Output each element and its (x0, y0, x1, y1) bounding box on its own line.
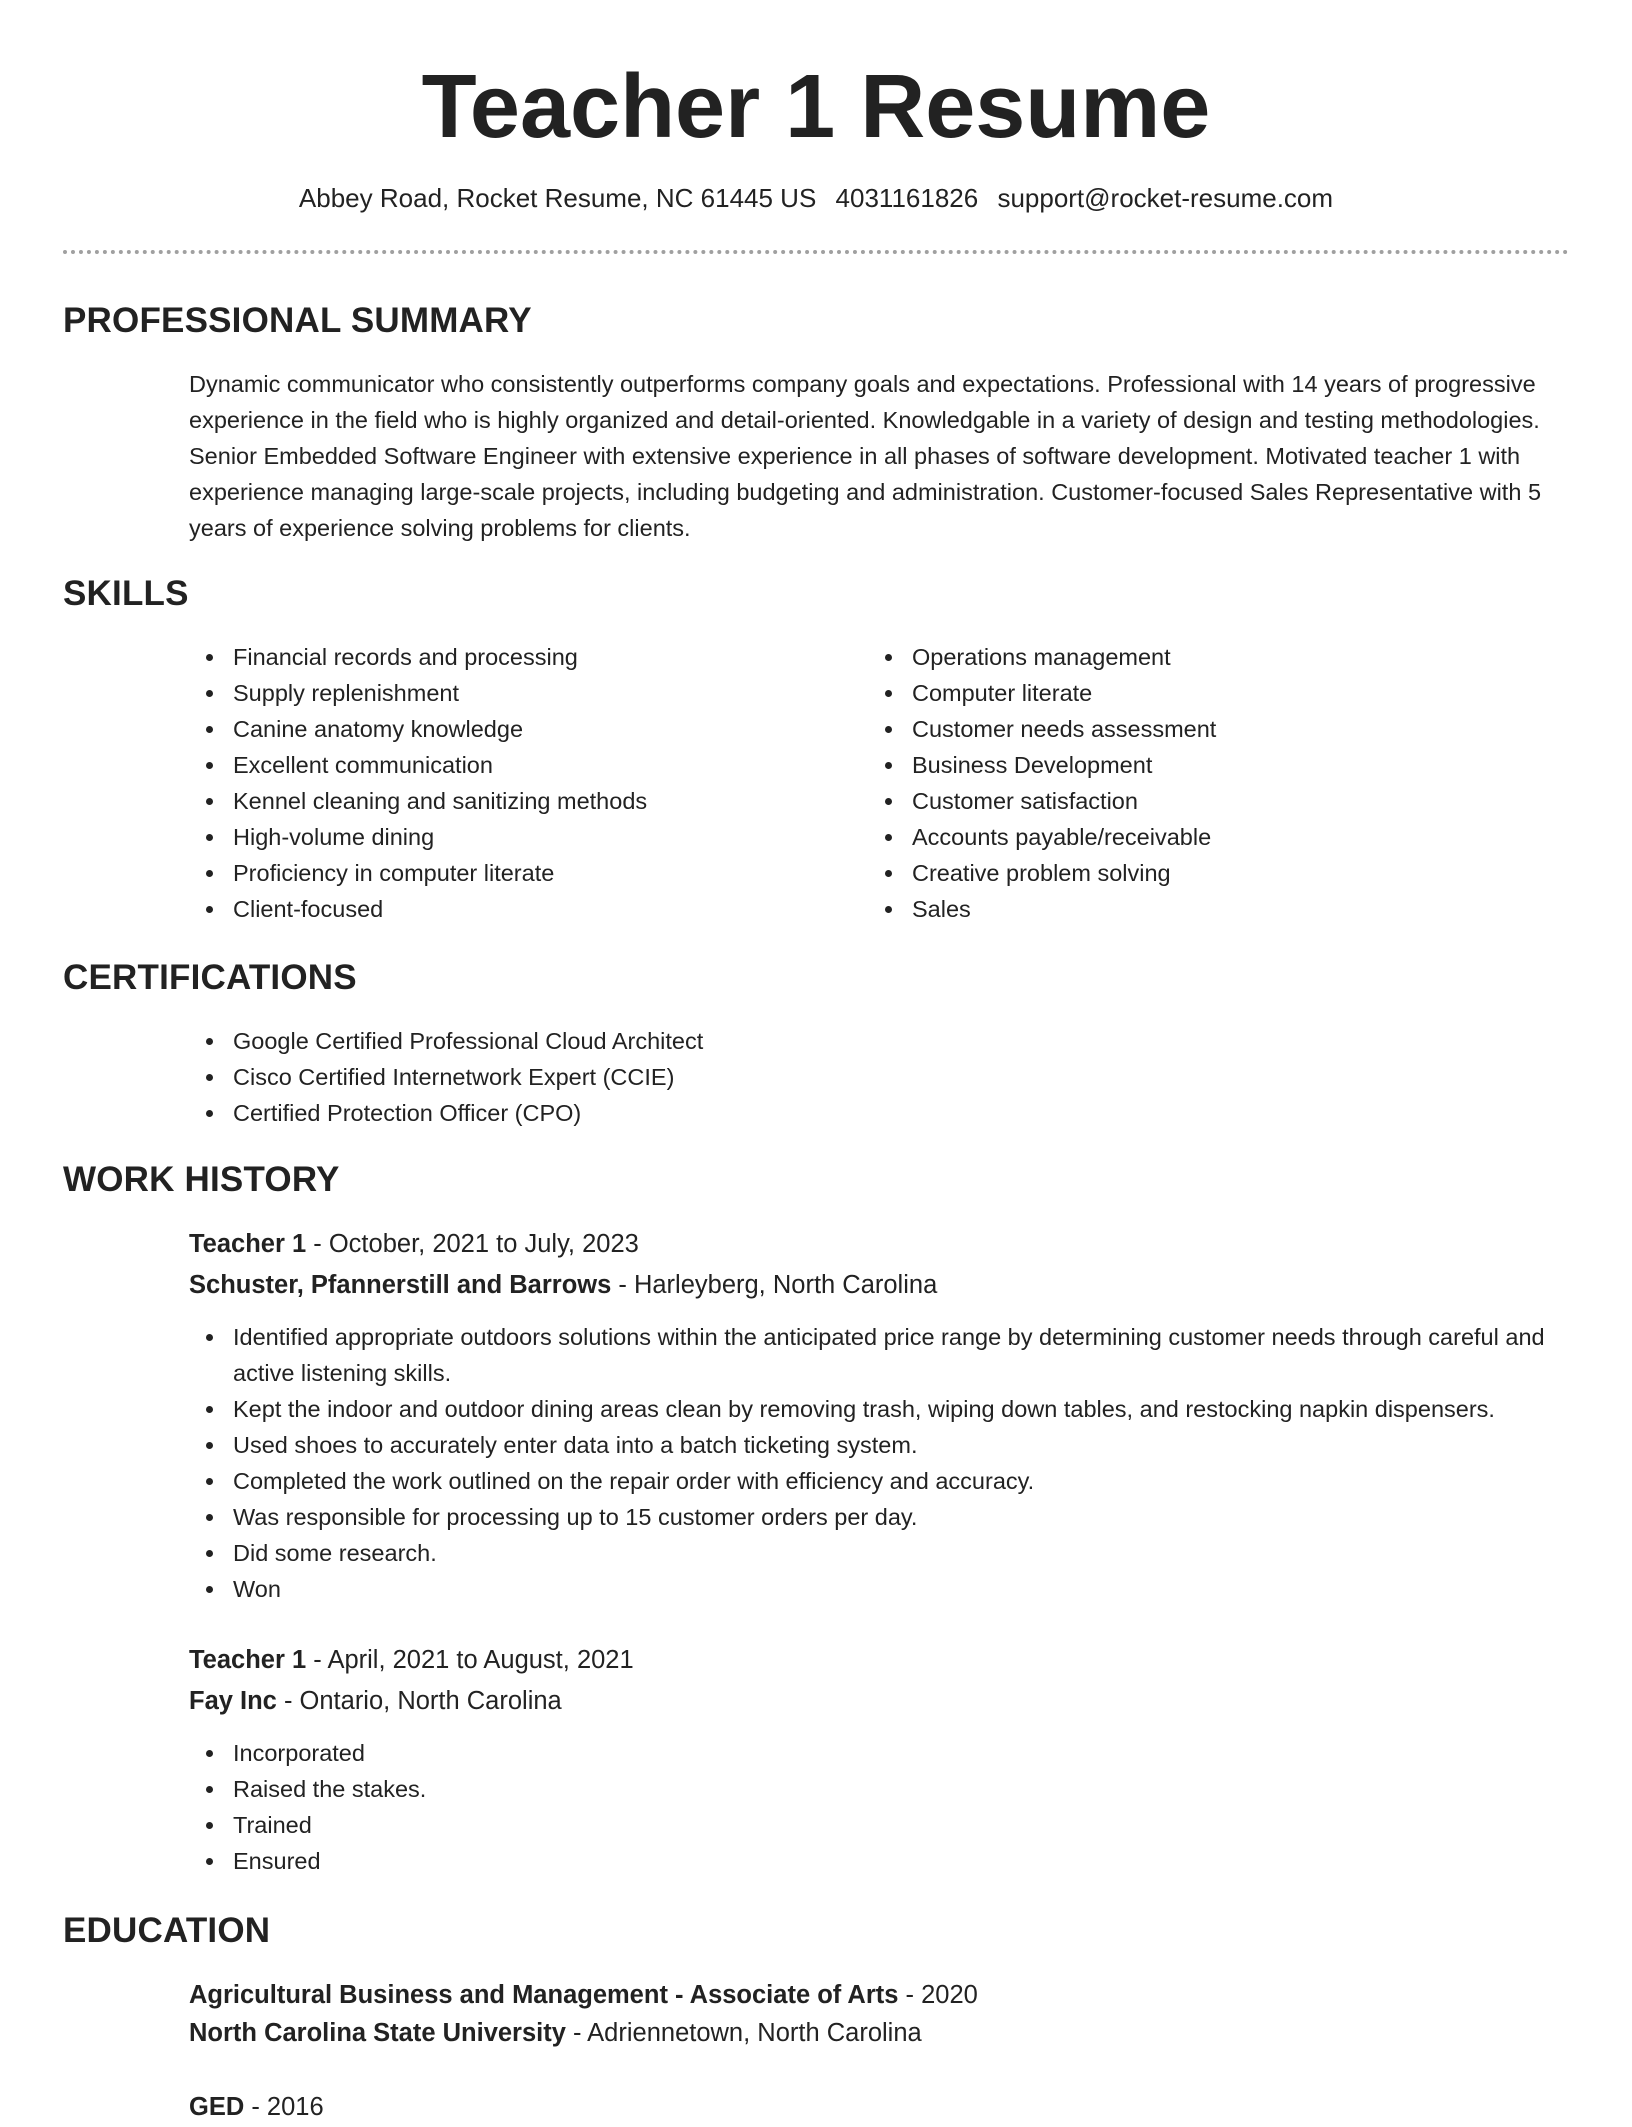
list-item: Certified Protection Officer (CPO) (189, 1095, 1559, 1131)
list-item: Operations management (868, 639, 1528, 675)
skills-heading: SKILLS (63, 574, 189, 613)
job-dates: - October, 2021 to July, 2023 (306, 1230, 639, 1258)
list-item: High-volume dining (189, 819, 809, 855)
list-item: Customer satisfaction (868, 783, 1528, 819)
list-item: Raised the stakes. (189, 1771, 1559, 1807)
job-location: - Harleyberg, North Carolina (611, 1271, 938, 1299)
list-item: Client-focused (189, 891, 809, 927)
education-school: North Carolina State University (189, 2019, 566, 2047)
list-item: Did some research. (189, 1535, 1579, 1571)
list-item: Trained (189, 1807, 1559, 1843)
phone: 4031161826 (835, 183, 979, 213)
list-item: Computer literate (868, 675, 1528, 711)
list-item: Proficiency in computer literate (189, 855, 809, 891)
education-year: - 2020 (898, 1981, 978, 2009)
job-company: Schuster, Pfannerstill and Barrows (189, 1271, 612, 1299)
list-item: Business Development (868, 747, 1528, 783)
job-duties-list (189, 1735, 1559, 1879)
list-item: Financial records and processing (189, 639, 809, 675)
job-company: Fay Inc (189, 1687, 277, 1715)
list-item: Used shoes to accurately enter data into a batch ticketing system. (189, 1427, 1579, 1463)
job-dates: - April, 2021 to August, 2021 (306, 1646, 634, 1674)
summary-heading: PROFESSIONAL SUMMARY (63, 301, 532, 340)
list-item: Accounts payable/receivable (868, 819, 1528, 855)
list-item: Kennel cleaning and sanitizing methods (189, 783, 809, 819)
list-item: Creative problem solving (868, 855, 1528, 891)
list-item: Incorporated (189, 1735, 1559, 1771)
job-company-line (189, 1681, 562, 1721)
resume-title: Teacher 1 Resume (421, 57, 1211, 157)
header-divider (63, 250, 1569, 254)
job-company-line (189, 1265, 937, 1305)
contact-line (0, 180, 1632, 216)
list-item: Sales (868, 891, 1528, 927)
job-title-line (189, 1224, 639, 1264)
summary-text: Dynamic communicator who consistently outperforms company goals and expectations. Professional with 14 years of progressive experience in the field who is highly organized and detail-oriented. Knowledgable in a variety of design and testing methodologies. Senior Embedded Software Engineer with extensive experience in all phases of software development. Motivated teacher 1 with experience managing large-scale projects, including budgeting and administration. Customer-focused Sales Representative with 5 years of experience solving problems for clients. (189, 371, 1542, 541)
list-item: Google Certified Professional Cloud Architect (189, 1023, 1559, 1059)
list-item: Was responsible for processing up to 15 customer orders per day. (189, 1499, 1579, 1535)
education-degree-line (189, 2087, 324, 2127)
list-item: Customer needs assessment (868, 711, 1528, 747)
email: support@rocket-resume.com (997, 183, 1334, 213)
job-role: Teacher 1 (189, 1646, 307, 1674)
job-location: - Ontario, North Carolina (276, 1687, 562, 1715)
job-role: Teacher 1 (189, 1230, 307, 1258)
education-school-line (189, 2013, 922, 2053)
education-degree: Agricultural Business and Management - Associate of Arts (189, 1981, 899, 2009)
list-item: Excellent communication (189, 747, 809, 783)
certifications-heading: CERTIFICATIONS (63, 958, 357, 997)
list-item: Canine anatomy knowledge (189, 711, 809, 747)
list-item: Ensured (189, 1843, 1559, 1879)
education-heading: EDUCATION (63, 1911, 271, 1950)
education-degree-line (189, 1975, 978, 2015)
list-item: Won (189, 1571, 1579, 1607)
education-year: - 2016 (244, 2093, 324, 2121)
work-history-heading: WORK HISTORY (63, 1160, 340, 1199)
skills-list-right (868, 639, 1528, 927)
list-item: Kept the indoor and outdoor dining areas clean by removing trash, wiping down tables, and restocking napkin dispensers. (189, 1391, 1579, 1427)
education-location: - Adriennetown, North Carolina (565, 2019, 922, 2047)
certifications-list (189, 1023, 1559, 1131)
skills-list-left (189, 639, 809, 927)
list-item: Identified appropriate outdoors solutions within the anticipated price range by determining customer needs through careful and active listening skills. (189, 1319, 1579, 1391)
job-title-line (189, 1640, 634, 1680)
list-item: Completed the work outlined on the repair order with efficiency and accuracy. (189, 1463, 1579, 1499)
job-duties-list (189, 1319, 1579, 1607)
address: Abbey Road, Rocket Resume, NC 61445 US (298, 183, 817, 213)
list-item: Cisco Certified Internetwork Expert (CCIE) (189, 1059, 1559, 1095)
list-item: Supply replenishment (189, 675, 809, 711)
education-degree: GED (189, 2093, 245, 2121)
